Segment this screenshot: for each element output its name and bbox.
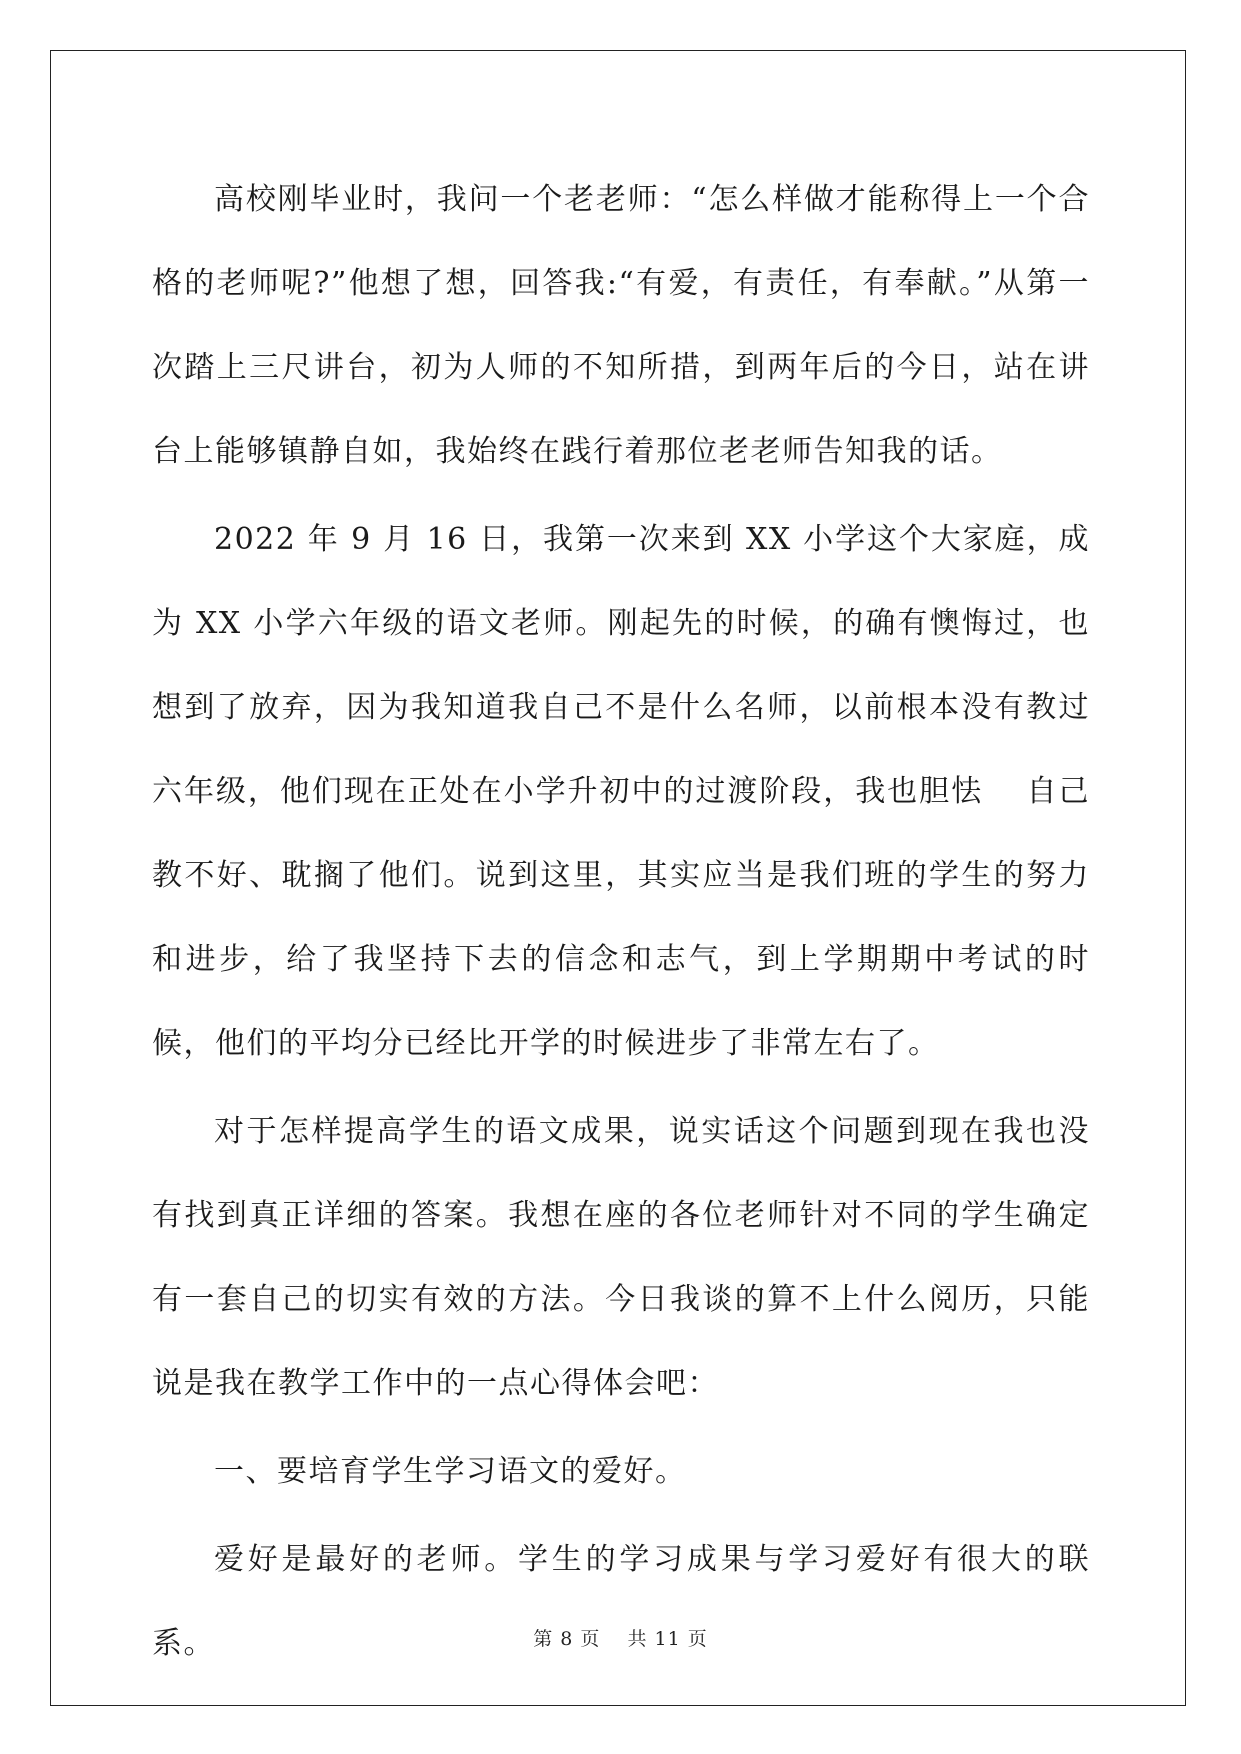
page-number: 第 8 页 共 11 页 xyxy=(533,1628,708,1650)
paragraph: 一、要培育学生学习语文的爱好。 xyxy=(214,1454,687,1489)
paragraph: 高校刚毕业时，我问一个老老师：“怎么样做才能称得上一个合格的老师呢?”他想了想，回答我:“有爱，有责任，有奉献。”从第一次踏上三尺讲台，初为人师的不知所措，到两年后的今日，站在讲台上能够镇静自如，我始终在践行着那位老老师告知我的话。 xyxy=(152,182,1090,469)
document-body xyxy=(152,158,1090,1690)
paragraph: 爱好是最好的老师。学生的学习成果与学习爱好有很大的联系。 xyxy=(152,1542,1090,1661)
paragraph: 对于怎样提高学生的语文成果，说实话这个问题到现在我也没有找到真正详细的答案。我想在座的各位老师针对不同的学生确定有一套自己的切实有效的方法。今日我谈的算不上什么阅历，只能说是我在教学工作中的一点心得体会吧： xyxy=(152,1114,1090,1401)
page-footer xyxy=(0,1624,1241,1651)
paragraph: 2022 年 9 月 16 日，我第一次来到 XX 小学这个大家庭，成为 XX 小学六年级的语文老师。刚起先的时候，的确有懊悔过，也想到了放弃，因为我知道我自己不是什么名师，以前根本没有教过六年级，他们现在正处在小学升初中的过渡阶段，我也胆怯 自己教不好、耽搁了他们。说到这里，其实应当是我们班的学生的努力和进步，给了我坚持下去的信念和志气，到上学期期中考试的时候，他们的平均分已经比开学的时候进步了非常左右了。 xyxy=(152,522,1090,1061)
